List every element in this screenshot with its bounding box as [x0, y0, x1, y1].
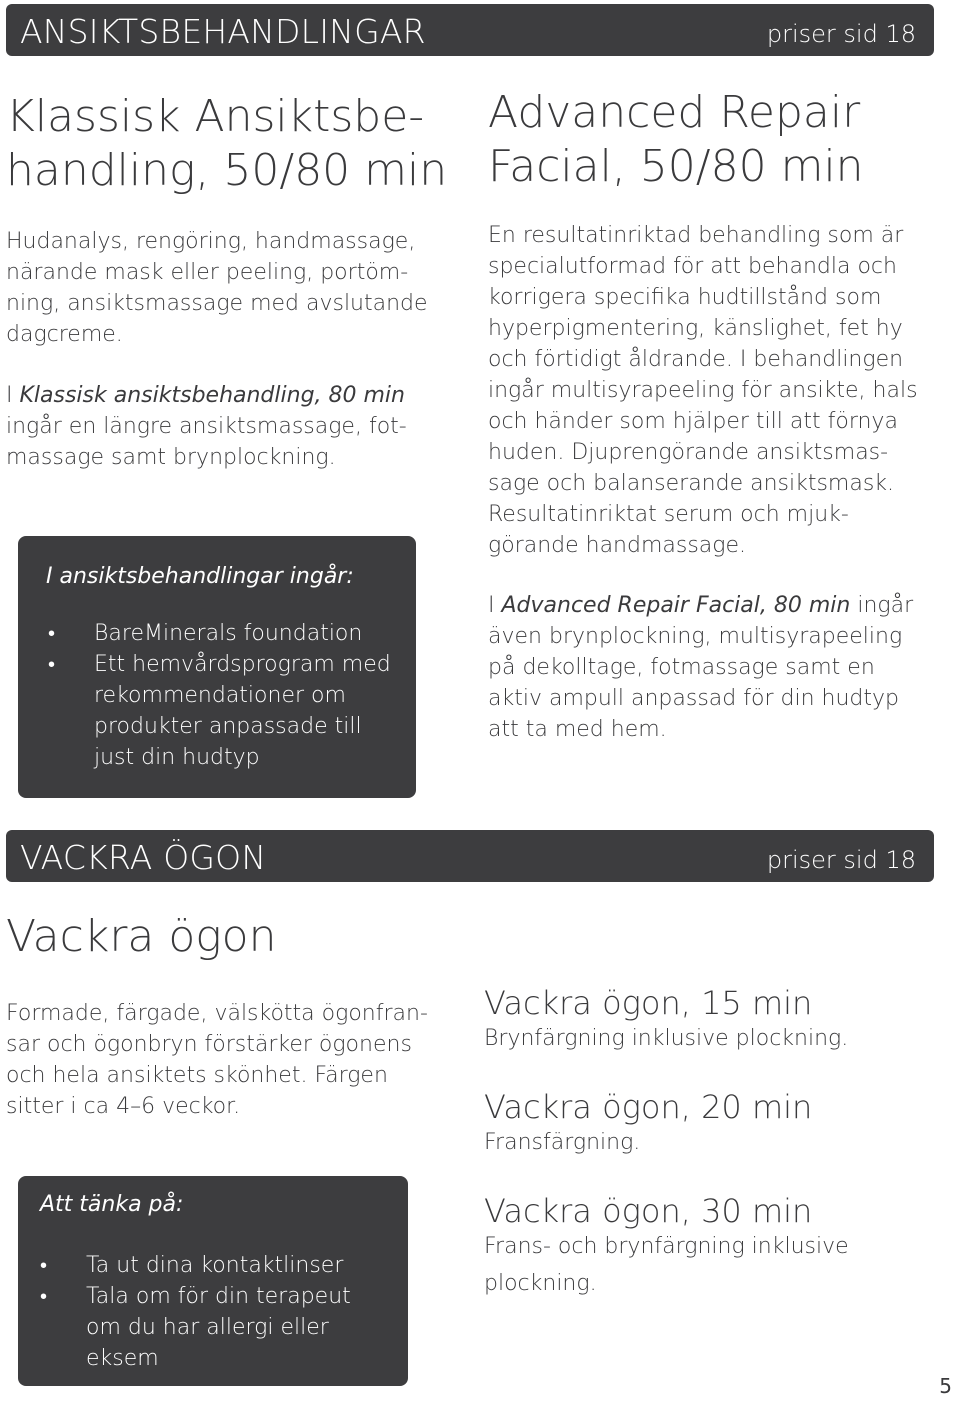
option-20-title: Vackra ögon, 20 min [484, 1088, 813, 1126]
tips-box-title: Att tänka på: [40, 1192, 184, 1217]
included-list [48, 618, 391, 773]
advanced-facial-heading: Advanced Repair Facial, 50/80 min [488, 87, 864, 192]
advanced-facial-description: En resultatinriktad behandling som är specialutformad för att behandla och korrigera specifika hudtillstånd som hyperpigmentering, känslighet, fet hy och förtidigt åldrande. I behandlingen ingår multisyrapeeling för ansikte, hals och händer som hjälper till att förnya huden. Djuprengörande ansiktsmas- sage och balanserande ansiktsmask. Resultatinriktat serum och mjuk- görande handmassage. [488, 223, 918, 558]
list-item: • Tala om för din terapeut om du har allergi eller eksem [40, 1284, 351, 1371]
section-header-vackra-ogon [6, 830, 934, 882]
section-title: ANSIKTSBEHANDLINGAR [20, 12, 426, 51]
page-number: 5 [939, 1374, 952, 1398]
option-20-desc: Fransfärgning. [484, 1130, 641, 1155]
price-reference: priser sid 18 [766, 846, 916, 874]
list-item: • BareMinerals foundation [48, 621, 363, 646]
tips-list [40, 1250, 351, 1374]
price-reference: priser sid 18 [766, 20, 916, 48]
option-15-title: Vackra ögon, 15 min [484, 984, 813, 1022]
list-item: • Ett hemvårdsprogram med rekommendationer om produkter anpassade till just din hudtyp [48, 652, 391, 770]
vackra-ogon-description: Formade, färgade, välskötta ögonfran- sar och ögonbryn förstärker ögonens och hela ansiktets skönhet. Färgen sitter i ca 4–6 veckor. [6, 1001, 428, 1119]
section-header-ansiktsbehandlingar [6, 4, 934, 56]
list-item: • Ta ut dina kontaktlinser [40, 1253, 344, 1278]
included-box-title: I ansiktsbehandlingar ingår: [46, 564, 354, 589]
option-15-desc: Brynfärgning inklusive plockning. [484, 1026, 849, 1051]
option-30-title: Vackra ögon, 30 min [484, 1192, 813, 1230]
advanced-facial-extra: I Advanced Repair Facial, 80 min ingår även brynplockning, multisyrapeeling på dekolltage, fotmassage samt en aktiv ampull anpassad för din hudtyp att ta med hem. [488, 593, 914, 742]
section-title: VACKRA ÖGON [20, 838, 267, 877]
classic-facial-extra: I Klassisk ansiktsbehandling, 80 min ingår en längre ansiktsmassage, fot- massage samt brynplockning. [6, 383, 407, 470]
tips-info-box [18, 1176, 408, 1386]
included-info-box [18, 536, 416, 798]
classic-facial-heading: Klassisk Ansiktsbe- handling, 50/80 min [6, 91, 448, 196]
vackra-ogon-heading: Vackra ögon [6, 911, 277, 962]
option-30-desc: Frans- och brynfärgning inklusive plockning. [484, 1234, 849, 1296]
classic-facial-description: Hudanalys, rengöring, handmassage, närande mask eller peeling, portöm- ning, ansiktsmassage med avslutande dagcreme. [6, 229, 428, 347]
